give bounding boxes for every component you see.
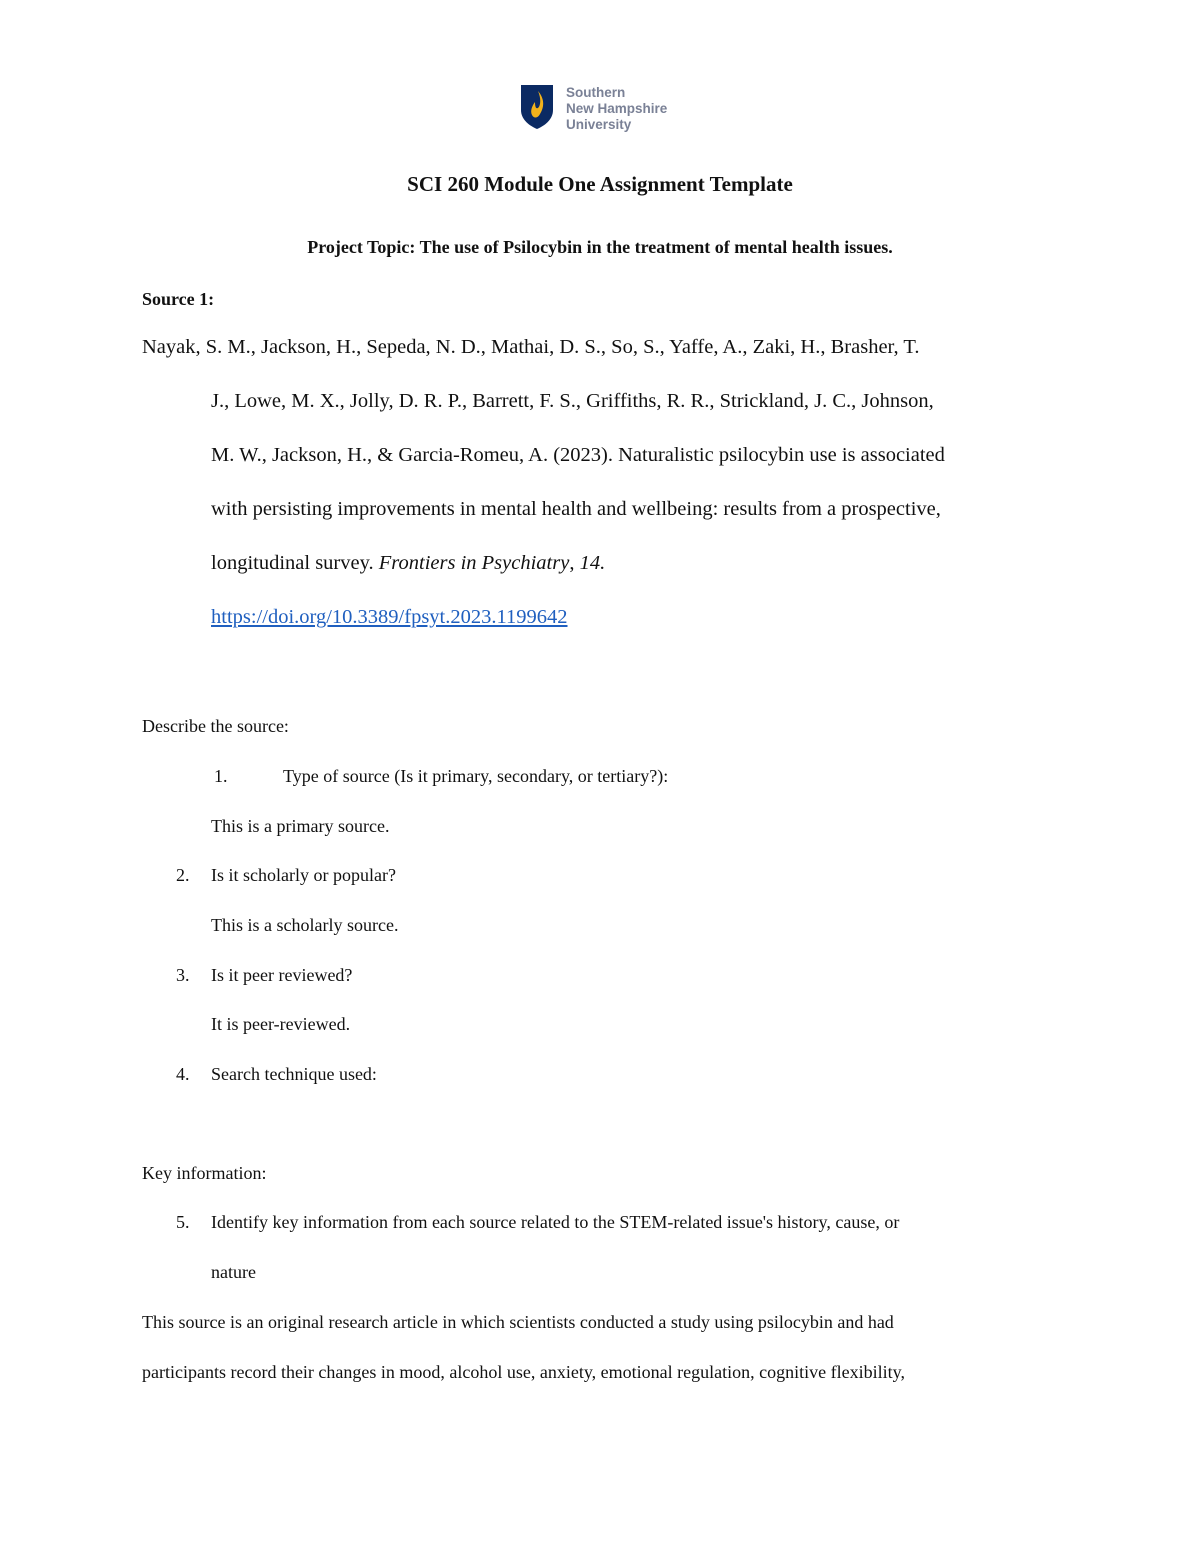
item-5-line-1: Identify key information from each source related to the STEM-related issue's history, cause, or (211, 1212, 900, 1232)
reference-text: longitudinal survey. (211, 552, 379, 574)
item-2-number: 2. (176, 865, 190, 885)
item-4-question: Search technique used: (211, 1064, 377, 1084)
item-5-line-2: nature (211, 1262, 256, 1282)
item-2-answer: This is a scholarly source. (211, 915, 399, 935)
paragraph-line-2: participants record their changes in mood, alcohol use, anxiety, emotional regulation, cognitive flexibility, (142, 1362, 905, 1382)
reference-line-4: with persisting improvements in mental health and wellbeing: results from a prospective, (211, 498, 941, 520)
doi-link[interactable]: https://doi.org/10.3389/fpsyt.2023.1199642 (211, 606, 568, 628)
item-2-question: Is it scholarly or popular? (211, 865, 396, 885)
logo-line-1: Southern (566, 85, 626, 100)
logo-line-2: New Hampshire (566, 101, 668, 116)
item-1-answer: This is a primary source. (211, 816, 390, 836)
document-title: SCI 260 Module One Assignment Template (407, 172, 793, 196)
journal-name: Frontiers in Psychiatry (378, 552, 570, 574)
key-info-label: Key information: (142, 1163, 267, 1183)
item-1-number: 1. (214, 766, 228, 786)
item-3-number: 3. (176, 965, 190, 985)
reference-line-2: J., Lowe, M. X., Jolly, D. R. P., Barrett, F. S., Griffiths, R. R., Strickland, J. C., Johnson, (211, 390, 934, 412)
item-5-number: 5. (176, 1212, 190, 1232)
reference-line-1: Nayak, S. M., Jackson, H., Sepeda, N. D., Mathai, D. S., So, S., Yaffe, A., Zaki, H., Brasher, T. (142, 336, 920, 358)
describe-label: Describe the source: (142, 716, 289, 736)
item-3-question: Is it peer reviewed? (211, 965, 353, 985)
snhu-logo (520, 84, 700, 134)
reference-line-3: M. W., Jackson, H., & Garcia-Romeu, A. (2023). Naturalistic psilocybin use is associated (211, 444, 945, 466)
reference-end: . (600, 552, 606, 574)
project-topic: Project Topic: The use of Psilocybin in the treatment of mental health issues. (307, 237, 893, 257)
reference-line-5 (211, 552, 605, 575)
shield-flame-icon (520, 84, 554, 130)
item-4-number: 4. (176, 1064, 190, 1084)
journal-volume: 14 (579, 552, 601, 574)
source-label: Source 1: (142, 289, 215, 309)
reference-separator: , (569, 552, 580, 574)
logo-wordmark (566, 85, 667, 133)
logo-line-3: University (566, 117, 632, 132)
item-3-answer: It is peer-reviewed. (211, 1014, 351, 1034)
paragraph-line-1: This source is an original research article in which scientists conducted a study using psilocybin and had (142, 1312, 894, 1332)
item-1-question: Type of source (Is it primary, secondary, or tertiary?): (283, 766, 669, 786)
